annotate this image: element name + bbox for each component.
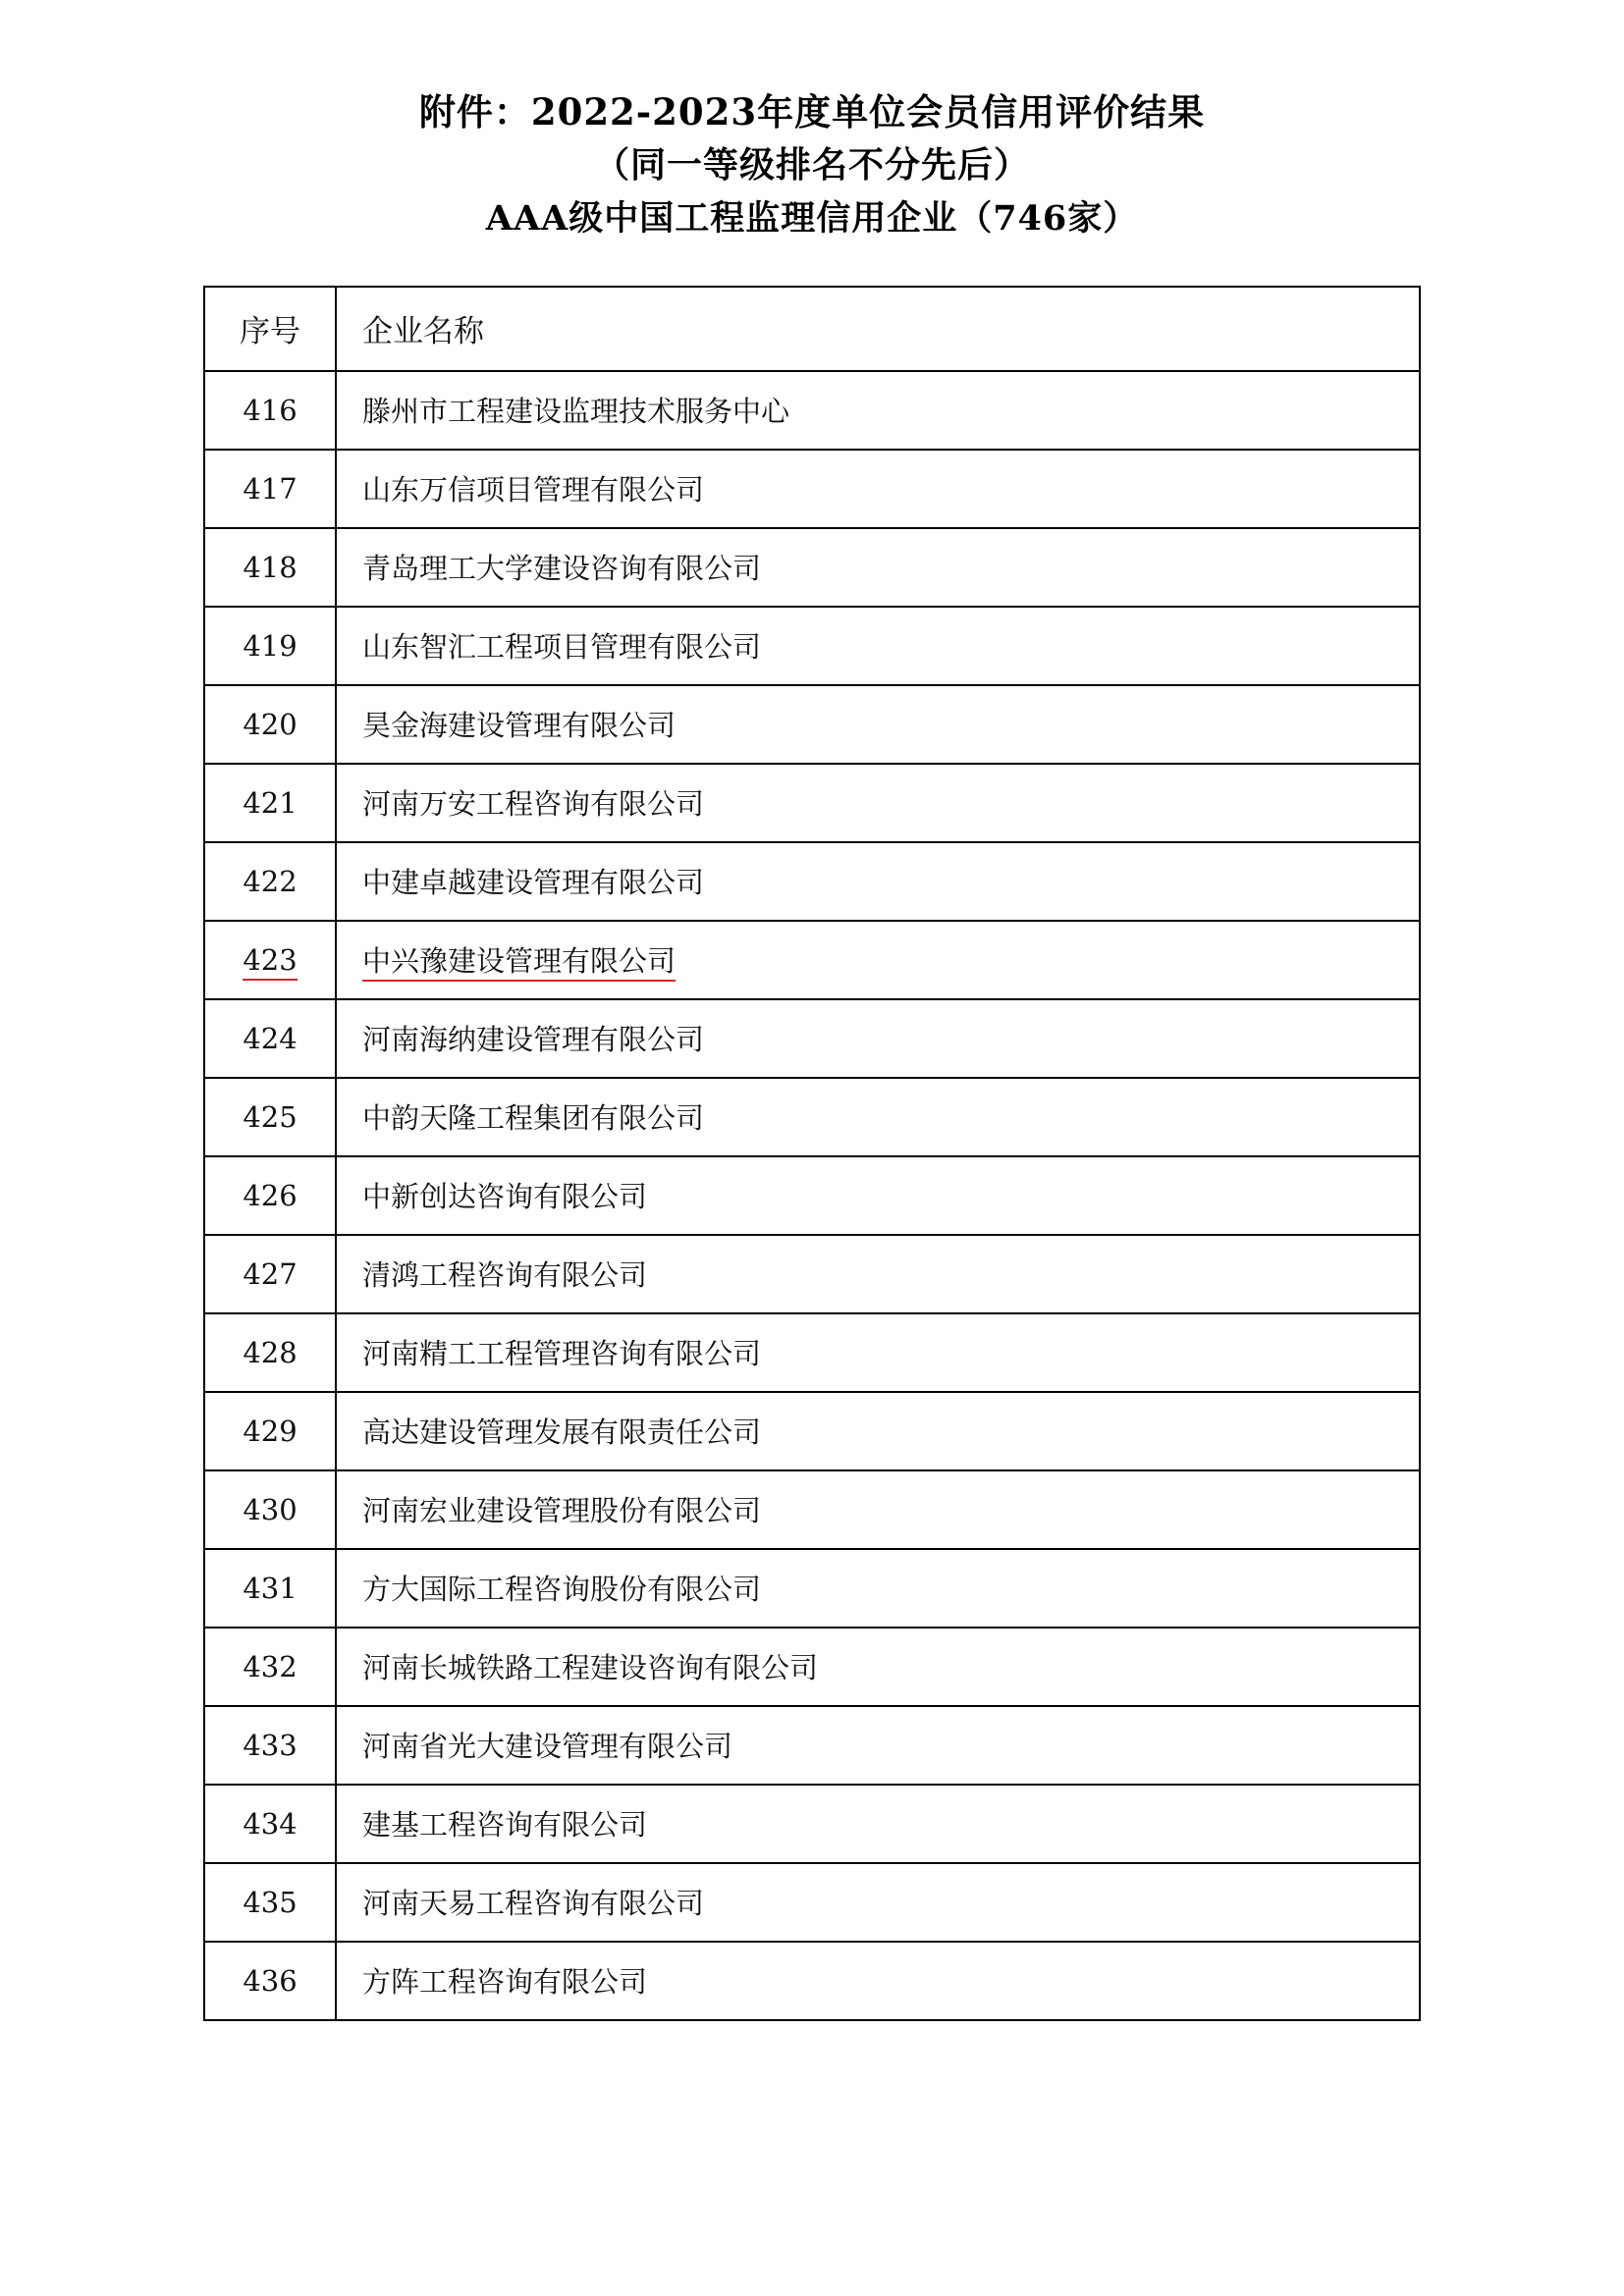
company-name-text: 河南省光大建设管理有限公司 — [362, 1730, 733, 1764]
company-name-cell — [336, 921, 1420, 999]
company-name-text: 中韵天隆工程集团有限公司 — [362, 1101, 705, 1136]
table-row — [204, 1313, 1420, 1392]
row-index-cell — [204, 1156, 336, 1235]
company-name-cell — [336, 1470, 1420, 1549]
column-header-name: 企业名称 — [336, 287, 1420, 371]
company-name-cell — [336, 1392, 1420, 1470]
row-index-cell — [204, 450, 336, 528]
company-name-text: 河南精工工程管理咨询有限公司 — [362, 1337, 762, 1371]
table-row — [204, 607, 1420, 685]
company-name-cell — [336, 528, 1420, 607]
page-title — [0, 86, 1624, 244]
table-row — [204, 1549, 1420, 1628]
row-index-text: 418 — [243, 550, 298, 584]
company-name-cell — [336, 1078, 1420, 1156]
company-name-text: 建基工程咨询有限公司 — [362, 1808, 648, 1842]
table-row — [204, 371, 1420, 450]
company-name-text: 方阵工程咨询有限公司 — [362, 1965, 648, 2000]
company-name-cell — [336, 685, 1420, 764]
row-index-text: 423 — [243, 943, 297, 981]
company-name-text: 中新创达咨询有限公司 — [362, 1180, 648, 1214]
row-index-cell — [204, 1942, 336, 2020]
title-line-2: （同一等级排名不分先后） — [593, 143, 1030, 186]
company-name-cell — [336, 1942, 1420, 2020]
company-name-text: 山东智汇工程项目管理有限公司 — [362, 630, 762, 665]
company-name-text: 方大国际工程咨询股份有限公司 — [362, 1573, 762, 1607]
company-name-cell — [336, 1235, 1420, 1313]
company-name-text: 清鸿工程咨询有限公司 — [362, 1258, 648, 1293]
row-index-cell — [204, 1235, 336, 1313]
row-index-text: 419 — [243, 628, 298, 663]
company-name-text: 河南万安工程咨询有限公司 — [362, 787, 705, 822]
row-index-cell — [204, 528, 336, 607]
row-index-text: 429 — [243, 1414, 298, 1448]
company-name-text: 河南天易工程咨询有限公司 — [362, 1887, 705, 1921]
table-row — [204, 450, 1420, 528]
table-row — [204, 1470, 1420, 1549]
row-index-text: 433 — [243, 1728, 298, 1762]
company-name-cell — [336, 764, 1420, 842]
table-row — [204, 1156, 1420, 1235]
company-name-text: 昊金海建设管理有限公司 — [362, 709, 677, 743]
row-index-text: 427 — [243, 1256, 298, 1291]
table-row — [204, 1863, 1420, 1942]
table-row-highlighted — [204, 921, 1420, 999]
row-index-cell — [204, 1313, 336, 1392]
company-list-table-wrap — [203, 286, 1421, 2021]
company-name-text: 高达建设管理发展有限责任公司 — [362, 1415, 762, 1450]
column-header-index: 序号 — [204, 287, 336, 371]
table-row — [204, 685, 1420, 764]
row-index-text: 436 — [243, 1963, 298, 1998]
row-index-text: 426 — [243, 1178, 298, 1212]
table-header-row — [204, 287, 1420, 371]
row-index-cell — [204, 371, 336, 450]
table-row — [204, 1392, 1420, 1470]
company-name-cell — [336, 1313, 1420, 1392]
row-index-cell — [204, 1470, 336, 1549]
table-row — [204, 1706, 1420, 1785]
company-name-text: 中兴豫建设管理有限公司 — [362, 944, 676, 982]
company-name-text: 山东万信项目管理有限公司 — [362, 473, 705, 507]
row-index-text: 422 — [243, 864, 298, 898]
company-name-text: 滕州市工程建设监理技术服务中心 — [362, 395, 790, 429]
table-body — [204, 371, 1420, 2020]
row-index-cell — [204, 1628, 336, 1706]
company-name-cell — [336, 371, 1420, 450]
row-index-cell — [204, 1785, 336, 1863]
table-row — [204, 1628, 1420, 1706]
row-index-cell — [204, 764, 336, 842]
row-index-cell — [204, 1549, 336, 1628]
row-index-text: 416 — [243, 393, 298, 427]
table-row — [204, 1942, 1420, 2020]
row-index-cell — [204, 1392, 336, 1470]
row-index-cell — [204, 842, 336, 921]
row-index-cell — [204, 1863, 336, 1942]
company-name-cell — [336, 450, 1420, 528]
company-list-table — [203, 286, 1421, 2021]
company-name-cell — [336, 999, 1420, 1078]
company-name-text: 河南海纳建设管理有限公司 — [362, 1023, 705, 1057]
company-name-cell — [336, 1863, 1420, 1942]
table-row — [204, 1785, 1420, 1863]
company-name-text: 河南长城铁路工程建设咨询有限公司 — [362, 1651, 819, 1685]
row-index-text: 431 — [243, 1571, 298, 1605]
row-index-cell — [204, 685, 336, 764]
row-index-cell — [204, 1078, 336, 1156]
row-index-cell — [204, 999, 336, 1078]
row-index-text: 432 — [243, 1649, 298, 1683]
company-name-cell — [336, 1156, 1420, 1235]
company-name-cell — [336, 842, 1420, 921]
company-name-text: 中建卓越建设管理有限公司 — [362, 866, 705, 900]
row-index-cell — [204, 607, 336, 685]
title-line-3: AAA级中国工程监理信用企业（746家） — [485, 197, 1139, 239]
row-index-text: 417 — [243, 471, 298, 506]
row-index-text: 428 — [243, 1335, 298, 1369]
table-row — [204, 1235, 1420, 1313]
table-row — [204, 842, 1420, 921]
row-index-text: 421 — [243, 785, 298, 820]
table-row — [204, 1078, 1420, 1156]
company-name-cell — [336, 1785, 1420, 1863]
row-index-text: 424 — [243, 1021, 298, 1055]
company-name-cell — [336, 1628, 1420, 1706]
row-index-text: 430 — [243, 1492, 298, 1526]
row-index-text: 425 — [243, 1099, 298, 1134]
row-index-text: 420 — [243, 707, 298, 741]
table-row — [204, 528, 1420, 607]
company-name-text: 河南宏业建设管理股份有限公司 — [362, 1494, 762, 1528]
title-line-1: 附件：2022-2023年度单位会员信用评价结果 — [418, 90, 1206, 133]
row-index-cell — [204, 1706, 336, 1785]
company-name-cell — [336, 1706, 1420, 1785]
company-name-cell — [336, 607, 1420, 685]
row-index-cell — [204, 921, 336, 999]
table-row — [204, 764, 1420, 842]
company-name-text: 青岛理工大学建设咨询有限公司 — [362, 552, 762, 586]
table-row — [204, 999, 1420, 1078]
row-index-text: 434 — [243, 1806, 298, 1841]
table-header — [204, 287, 1420, 371]
row-index-text: 435 — [243, 1885, 298, 1919]
company-name-cell — [336, 1549, 1420, 1628]
